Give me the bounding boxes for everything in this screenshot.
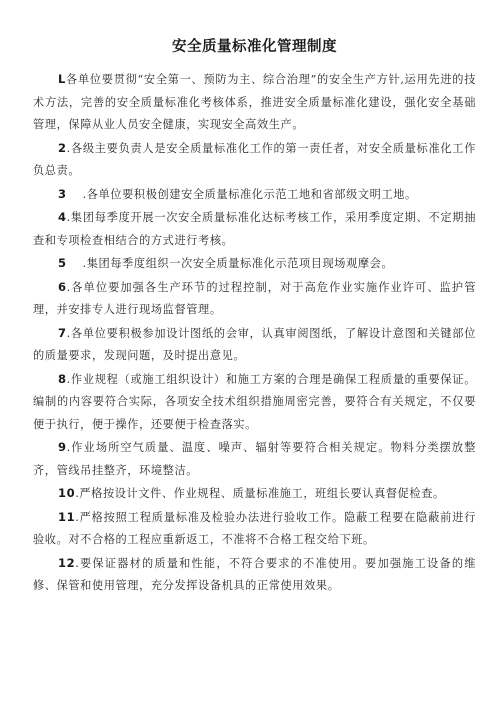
paragraph-text: .严格按设计文件、作业规程、质量标准施工，班组长要认真督促检查。 bbox=[75, 487, 445, 500]
paragraph-number: 7 bbox=[58, 325, 67, 340]
paragraph-number: 5 bbox=[58, 256, 67, 270]
paragraph-text: .集团每季度开展一次安全质量标准化达标考核工作，采用季度定期、不定期抽查和专项检查相结合的方式进行考核。 bbox=[33, 211, 476, 247]
paragraph-text: .各单位要积极创建安全质量标准化示范工地和省部级文明工地。 bbox=[82, 187, 417, 201]
paragraph-number: 9 bbox=[58, 440, 67, 454]
paragraph-1 bbox=[33, 68, 476, 137]
paragraph-7 bbox=[33, 322, 476, 368]
paragraph-6 bbox=[33, 276, 476, 322]
paragraph-number: 4 bbox=[58, 210, 67, 224]
paragraph-4 bbox=[33, 206, 476, 252]
paragraph-number: 6 bbox=[58, 279, 67, 294]
paragraph-text: 各单位要贯彻“安全第一、预防为主、综合治理”的安全生产方针,运用先进的技术方法，完善的安全质量标准化考核体系，推进安全质量标准化建设，强化安全基础管理，保障从业人员安全健康，实现安全高效生产。 bbox=[33, 73, 476, 131]
document-title: 安全质量标准化管理制度 bbox=[172, 39, 337, 55]
paragraph-2 bbox=[33, 137, 476, 183]
paragraph-number: 12 bbox=[58, 555, 76, 570]
paragraph-text: .各单位要加强各生产环节的过程控制，对于高危作业实施作业许可、监护管理，并安排专人进行现场监督管理。 bbox=[33, 280, 476, 316]
paragraph-number: 10 bbox=[58, 486, 76, 500]
paragraph-11 bbox=[33, 506, 476, 552]
paragraph-text: .要保证器材的质量和性能，不符合要求的不准使用。要加强施工设备的维修、保管和使用管理，充分发挥设备机具的正常使用效果。 bbox=[33, 556, 476, 592]
paragraph-12 bbox=[33, 552, 476, 598]
paragraph-9 bbox=[33, 436, 476, 482]
paragraph-text: .严格按照工程质量标准及检验办法进行验收工作。隐蔽工程要在隐蔽前进行验收。对不合格的工程应重新返工，不准将不合格工程交给下班。 bbox=[33, 510, 476, 546]
paragraph-text: .各级主要负责人是安全质量标准化工作的第一责任者，对安全质量标准化工作负总责。 bbox=[33, 141, 476, 177]
paragraph-text: .集团每季度组织一次安全质量标准化示范项目现场观摩会。 bbox=[82, 257, 394, 270]
paragraph-number: 2 bbox=[58, 140, 67, 155]
paragraph-number: 3 bbox=[58, 186, 67, 201]
paragraph-10 bbox=[33, 482, 476, 506]
paragraph-5 bbox=[33, 252, 476, 276]
paragraph-number: 8 bbox=[58, 371, 67, 386]
paragraph-3 bbox=[33, 183, 476, 207]
paragraph-8 bbox=[33, 368, 476, 437]
paragraph-text: .作业场所空气质量、温度、噪声、辐射等要符合相关规定。物料分类摆放整齐，管线吊挂整齐，环境整洁。 bbox=[33, 441, 476, 477]
paragraph-text: .各单位要积极参加设计图纸的会审，认真审阅图纸，了解设计意图和关键部位的质量要求，发现问题，及时提出意见。 bbox=[33, 326, 476, 362]
paragraph-number: 11 bbox=[58, 509, 76, 524]
paragraph-number: L bbox=[58, 72, 66, 86]
paragraph-text: .作业规程（或施工组织设计）和施工方案的合理是确保工程质量的重要保证。编制的内容要符合实际，各项安全技术组织措施周密完善，要符合有关规定，不仅要便于执行，便于操作，还要便于检查落实。 bbox=[33, 372, 476, 431]
